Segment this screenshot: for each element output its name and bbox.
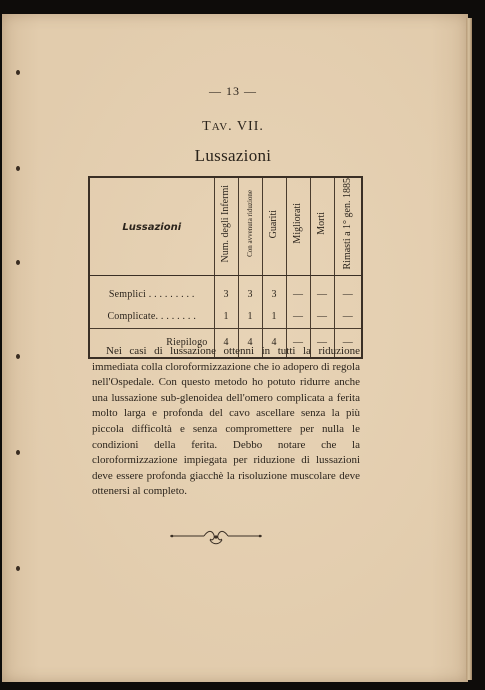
column-header (238, 177, 262, 275)
column-header (310, 177, 334, 275)
column-header (334, 177, 362, 275)
page-edge (466, 18, 472, 680)
column-header-label: Rimasti a 1° gen. 1885 (341, 178, 353, 270)
table-cell: 3 (238, 284, 262, 306)
table-cell: — (310, 284, 334, 306)
table-cell: 4 (238, 328, 262, 358)
table-cell: — (286, 306, 310, 329)
row-label: Semplici . . . . . . . . . (89, 284, 214, 306)
table-row (89, 306, 362, 329)
column-header (214, 177, 238, 275)
binding-hole (16, 260, 20, 265)
binding-hole (16, 450, 20, 455)
ornament-divider (168, 528, 264, 546)
table-cell: — (334, 306, 362, 329)
table-cell: 3 (214, 284, 238, 306)
column-header-label: Migliorati (292, 203, 303, 245)
column-header-label: Guariti (268, 209, 279, 238)
statistics-table (88, 176, 363, 359)
page-number: — 13 — (209, 84, 257, 98)
table-cell: 4 (214, 328, 238, 358)
table-number: TAV. VII. (202, 119, 264, 134)
table-cell: 3 (262, 284, 286, 306)
table-row (89, 284, 362, 306)
column-header-label: Morti (316, 212, 327, 236)
binding-hole (16, 70, 20, 75)
table-cell: 1 (262, 306, 286, 329)
binding-hole (16, 354, 20, 359)
column-header (262, 177, 286, 275)
column-header (286, 177, 310, 275)
table-title: Lussazioni (194, 146, 272, 165)
table-cell: — (286, 284, 310, 306)
binding-hole (16, 166, 20, 171)
table-cell: 4 (262, 328, 286, 358)
table-cell: — (286, 328, 310, 358)
binding-hole (16, 566, 20, 571)
table-cell: — (310, 306, 334, 329)
header-label: Lussazioni (122, 222, 182, 234)
table-cell: — (334, 284, 362, 306)
column-header-label: Num. degli Infermi (220, 185, 231, 263)
table-cell: — (310, 328, 334, 358)
table-cell: 1 (214, 306, 238, 329)
header-lussazioni (89, 177, 214, 275)
row-label: Complicate. . . . . . . . (89, 306, 214, 329)
body-paragraph: Nei casi di lussazione ottenni in tutti la riduzione immediata colla cloroformizzazione che io adopero di regola nell'Ospedale. Con questo metodo ho potuto ridurre anche una lussazione sub-glenoidea dell'omero complicata a ferita molto larga e profonda del cavo ascellare senza la più piccola difficoltà e senza compromettere per nulla le condizioni della ferita. Debbo notare che la cloroformizzazione impiegata per riduzione di lussazioni deve essere profonda giacchè la risoluzione muscolare deve ottenersi al completo. (92, 345, 360, 498)
table-cell: — (334, 328, 362, 358)
table-header-row (89, 177, 362, 275)
column-header-label: Con avvenuta riduzione (246, 190, 254, 258)
row-label: Riepilogo (89, 328, 214, 358)
spacer-row (89, 275, 362, 284)
table-cell: 1 (238, 306, 262, 329)
